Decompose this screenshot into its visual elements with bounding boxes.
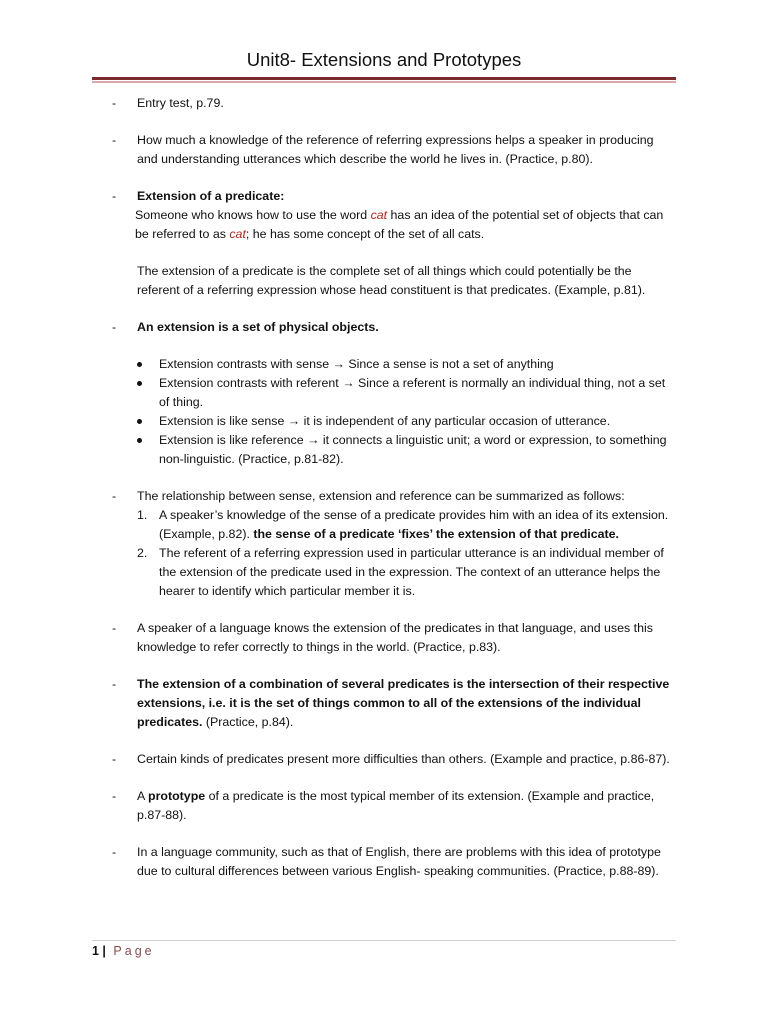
- page-title: Unit8- Extensions and Prototypes: [246, 49, 522, 70]
- list-item: [112, 187, 677, 300]
- emphasis-text: the sense of a predicate ‘fixes’ the extension of that predicate.: [253, 527, 619, 541]
- paragraph: [135, 206, 677, 244]
- bullet-icon: [137, 438, 142, 443]
- item-text: How much a knowledge of the reference of referring expressions helps a speaker in producing and understanding utterances which describe the world he lives in. (Practice, p.80).: [137, 133, 654, 166]
- document-body: [112, 94, 677, 899]
- list-item: [112, 787, 677, 825]
- list-item: [112, 131, 677, 169]
- footer-rule: [92, 940, 676, 941]
- list-item: [112, 318, 677, 337]
- emphasis-text: The extension of a combination of several predicates is the intersection of their respective extensions, i.e. it is the set of things common to all of the extensions of the individual predicates.: [137, 677, 670, 729]
- dash-marker: -: [112, 96, 117, 110]
- page-separator: |: [98, 944, 110, 958]
- dash-marker: -: [112, 320, 117, 334]
- numbered-list: [137, 506, 677, 601]
- page-number: 1: [92, 944, 99, 958]
- page-label: Page: [113, 944, 155, 958]
- section-heading: Extension of a predicate:: [137, 189, 285, 203]
- dash-marker: -: [112, 189, 117, 203]
- highlighted-word: cat: [370, 208, 388, 222]
- dash-marker: -: [112, 845, 117, 859]
- bullet-icon: [137, 419, 142, 424]
- dash-marker: -: [112, 752, 117, 766]
- dash-marker: -: [112, 489, 117, 503]
- list-item: [112, 750, 677, 769]
- text-run: Someone who knows how to use the word: [135, 208, 371, 222]
- item-text: The relationship between sense, extension and reference can be summarized as follows:: [137, 489, 625, 503]
- item-number: 1.: [137, 508, 148, 522]
- title-rule: [92, 77, 676, 80]
- list-item: [112, 619, 677, 657]
- bullet-text: Extension is like reference → it connects a linguistic unit; a word or expression, to something non-linguistic. (Practice, p.81-82).: [159, 433, 667, 466]
- text-run: has an idea of the potential set of objects that can be referred to as: [135, 208, 664, 241]
- bullet-icon: [137, 362, 142, 367]
- paragraph: The extension of a predicate is the complete set of all things which could potentially be the referent of a referring expression whose head constituent is that predicates. (Example, p.81).: [137, 264, 646, 297]
- text-run: (Practice, p.84).: [202, 715, 294, 729]
- text-run: The referent of a referring expression used in particular utterance is an individual member of the extension of the predicate used in the expression. The context of an utterance helps the hearer to identify which particular member it is.: [159, 546, 664, 598]
- emphasis-text: prototype: [148, 789, 206, 803]
- bullet-item: [159, 412, 677, 431]
- bullet-item: [159, 374, 677, 412]
- item-text: An extension is a set of physical objects.: [137, 320, 379, 334]
- bullet-text: Extension contrasts with sense → Since a sense is not a set of anything: [159, 357, 554, 371]
- title-rule-light: [92, 81, 676, 83]
- item-text: Certain kinds of predicates present more difficulties than others. (Example and practice, p.86-87).: [137, 752, 670, 766]
- item-text: Entry test, p.79.: [137, 96, 224, 110]
- numbered-item: [137, 506, 677, 544]
- bullet-item: [159, 431, 677, 469]
- numbered-item: [137, 544, 677, 601]
- dash-marker: -: [112, 677, 117, 691]
- item-text: A speaker of a language knows the extension of the predicates in that language, and uses this knowledge to refer correctly to things in the world. (Practice, p.83).: [137, 621, 653, 654]
- item-text: In a language community, such as that of English, there are problems with this idea of prototype due to cultural differences between various English- speaking communities. (Practice, p.88-89).: [137, 845, 661, 878]
- list-item: [112, 487, 677, 601]
- text-run: A: [137, 789, 149, 803]
- item-number: 2.: [137, 546, 148, 560]
- bullet-item: [159, 355, 677, 374]
- highlighted-word: cat: [229, 227, 246, 241]
- text-run: ; he has some concept of the set of all cats.: [245, 227, 485, 241]
- dash-marker: -: [112, 621, 117, 635]
- page-footer: [92, 944, 155, 958]
- text-run: of a predicate is the most typical member of its extension. (Example and practice, p.87-88).: [137, 789, 655, 822]
- text-run: A speaker’s knowledge of the sense of a predicate provides him with an idea of its extension. (Example, p.82).: [159, 508, 669, 541]
- dash-marker: -: [112, 789, 117, 803]
- list-item: [112, 675, 677, 732]
- bullet-icon: [137, 381, 142, 386]
- dash-marker: -: [112, 133, 117, 147]
- bullet-text: Extension is like sense → it is independent of any particular occasion of utterance.: [159, 414, 611, 428]
- list-item: [112, 843, 677, 881]
- list-item: [112, 94, 677, 113]
- bullet-list: [112, 355, 677, 469]
- bullet-text: Extension contrasts with referent → Since a referent is normally an individual thing, not a set of thing.: [159, 376, 666, 409]
